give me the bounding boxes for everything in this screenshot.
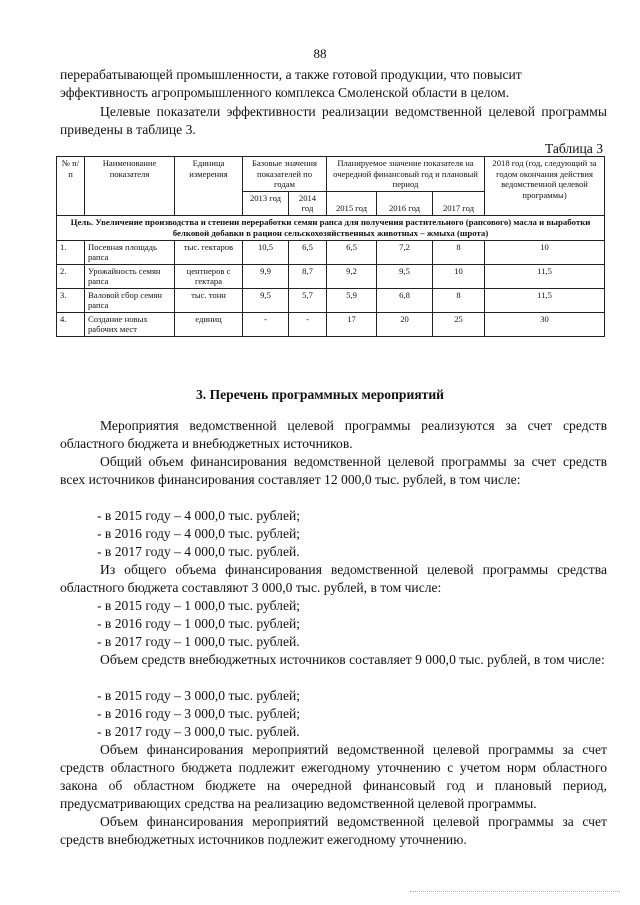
header-2013: 2013 год [243, 191, 289, 215]
intro-paragraph-2: Целевые показатели эффективности реализации ведомственной целевой программы приведены в таблице 3. [60, 104, 607, 137]
cell-2015: 6,5 [327, 240, 377, 264]
header-base: Базовые значения показателей по годам [243, 157, 327, 192]
table-row [57, 312, 605, 336]
header-2014: 2014 год [289, 191, 327, 215]
header-planned: Планируемое значение показателя на очередной финансовый год и плановый период [327, 157, 485, 192]
section-paragraph-2: Общий объем финансирования ведомственной целевой программы за счет средств всех источников финансирования составляет 12 000,0 тыс. рублей, в том числе: [60, 454, 607, 487]
list-item: - в 2017 году – 3 000,0 тыс. рублей. [97, 724, 300, 739]
list-item: - в 2016 году – 1 000,0 тыс. рублей; [97, 616, 301, 631]
cell-2014: 6,5 [289, 240, 327, 264]
goal-text: Цель. Увеличение производства и степени переработки семян рапса для получения растительного (рапсового) масла и выработки белковой добавки в рацион сельскохозяйственных животных – жмыха (шрота) [57, 215, 605, 240]
table-header-row [57, 157, 605, 192]
cell-2014: - [289, 312, 327, 336]
header-2018: 2018 год (год, следующий за годом окончания действия ведомственной целевой программы) [485, 157, 605, 216]
cell-2018: 11,5 [485, 264, 605, 288]
cell-unit: центнеров с гектара [175, 264, 243, 288]
intro-line-2: эффективность агропромышленного комплекса Смоленской области в целом. [60, 85, 510, 100]
cell-2013: 9,9 [243, 264, 289, 288]
scan-dots [410, 891, 620, 892]
list-item: - в 2016 году – 3 000,0 тыс. рублей; [97, 706, 301, 721]
cell-2013: - [243, 312, 289, 336]
cell-2016: 7,2 [377, 240, 433, 264]
cell-2015: 5,9 [327, 288, 377, 312]
table-row [57, 288, 605, 312]
cell-2017: 10 [433, 264, 485, 288]
table-caption: Таблица 3 [544, 141, 603, 156]
cell-unit: тыс. гектаров [175, 240, 243, 264]
header-name: Наименование показателя [85, 157, 175, 216]
page-number: 88 [313, 46, 327, 61]
cell-num: 2. [57, 264, 85, 288]
header-2015: 2015 год [327, 191, 377, 215]
cell-unit: единиц [175, 312, 243, 336]
cell-2015: 9,2 [327, 264, 377, 288]
cell-2017: 25 [433, 312, 485, 336]
list-item: - в 2016 году – 4 000,0 тыс. рублей; [97, 526, 301, 541]
header-unit: Единица измерения [175, 157, 243, 216]
cell-2016: 9,5 [377, 264, 433, 288]
cell-2013: 9,5 [243, 288, 289, 312]
header-2017: 2017 год [433, 191, 485, 215]
cell-2018: 11,5 [485, 288, 605, 312]
list-item: - в 2015 году – 3 000,0 тыс. рублей; [97, 688, 301, 703]
cell-num: 3. [57, 288, 85, 312]
cell-2016: 20 [377, 312, 433, 336]
table-row [57, 240, 605, 264]
cell-2018: 30 [485, 312, 605, 336]
cell-2017: 8 [433, 240, 485, 264]
cell-2016: 6,8 [377, 288, 433, 312]
cell-name: Валовой сбор семян рапса [85, 288, 175, 312]
cell-2015: 17 [327, 312, 377, 336]
list-item: - в 2015 году – 4 000,0 тыс. рублей; [97, 508, 301, 523]
cell-2017: 8 [433, 288, 485, 312]
list-item: - в 2015 году – 1 000,0 тыс. рублей; [97, 598, 301, 613]
section-title: 3. Перечень программных мероприятий [195, 387, 445, 402]
cell-2018: 10 [485, 240, 605, 264]
header-num: № п/п [57, 157, 85, 216]
section-paragraph-1: Мероприятия ведомственной целевой программы реализуются за счет средств областного бюджета и внебюджетных источников. [60, 418, 607, 451]
section-paragraph-6: Объем финансирования мероприятий ведомственной целевой программы за счет средств внебюджетных источников подлежит ежегодному уточнению. [60, 814, 607, 847]
section-paragraph-4: Объем средств внебюджетных источников составляет 9 000,0 тыс. рублей, в том числе: [100, 652, 605, 667]
list-item: - в 2017 году – 1 000,0 тыс. рублей. [97, 634, 300, 649]
cell-num: 4. [57, 312, 85, 336]
section-paragraph-3: Из общего объема финансирования ведомственной целевой программы средства областного бюджета составляют 3 000,0 тыс. рублей, в том числе: [60, 562, 607, 595]
goal-row [57, 215, 605, 240]
cell-name: Создание новых рабочих мест [85, 312, 175, 336]
section-paragraph-5: Объем финансирования мероприятий ведомственной целевой программы за счет средств областного бюджета подлежит ежегодному уточнению с учетом норм областного закона об областном бюджете на очередной финансовый год и плановый период, предусматривающих средства на реализацию ведомственной целевой программы. [60, 742, 607, 811]
table-row [57, 264, 605, 288]
cell-2014: 5,7 [289, 288, 327, 312]
indicators-table [56, 156, 605, 337]
cell-name: Посевная площадь рапса [85, 240, 175, 264]
cell-2013: 10,5 [243, 240, 289, 264]
cell-name: Урожайность семян рапса [85, 264, 175, 288]
cell-num: 1. [57, 240, 85, 264]
cell-unit: тыс. тонн [175, 288, 243, 312]
intro-line-1: перерабатывающей промышленности, а также готовой продукции, что повысит [60, 67, 522, 82]
cell-2014: 8,7 [289, 264, 327, 288]
list-item: - в 2017 году – 4 000,0 тыс. рублей. [97, 544, 300, 559]
header-2016: 2016 год [377, 191, 433, 215]
